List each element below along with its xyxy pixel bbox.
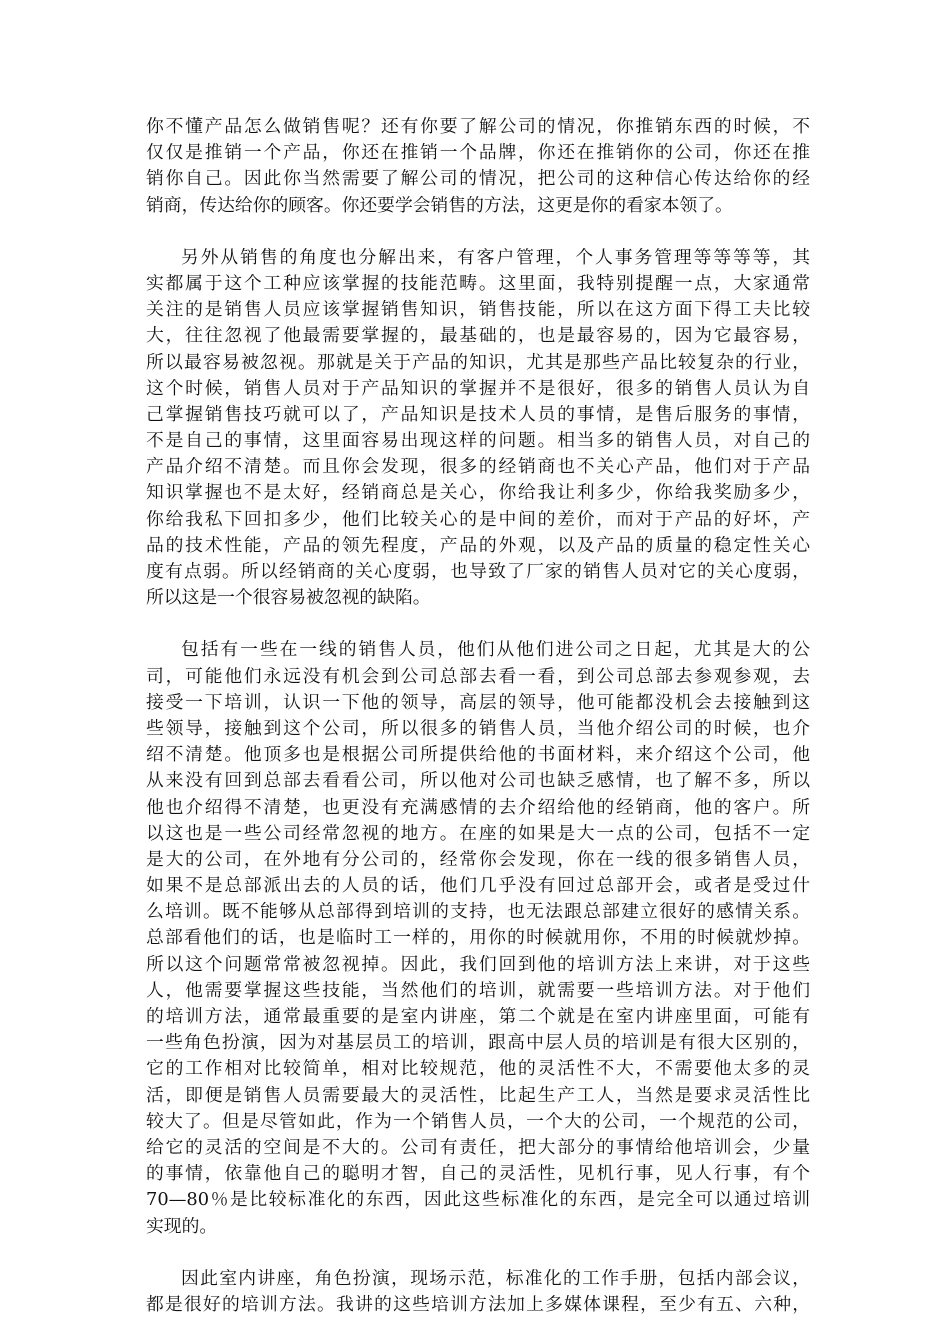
text-line: 一些角色扮演，因为对基层员工的培训，跟高中层人员的培训是有很大区别的， (146, 1032, 810, 1054)
text-line: 关注的是销售人员应该掌握销售知识，销售技能，所以在这方面下得工夫比较 (146, 299, 810, 321)
text-line: 的事情，依靠他自己的聪明才智，自己的灵活性，见机行事，见人行事，有个 (146, 1163, 810, 1185)
text-line: 的培训方法，通常最重要的是室内讲座，第二个就是在室内讲座里面，可能有 (146, 1006, 810, 1027)
paragraph-3 (146, 637, 810, 1239)
text-line: 他也介绍得不清楚，也更没有充满感情的去介绍给他的经销商，他的客户。所 (146, 796, 810, 818)
text-line: 给它的灵活的空间是不大的。公司有责任，把大部分的事情给他培训会，少量 (146, 1136, 810, 1158)
text-line: 所以这是一个很容易被忽视的缺陷。 (146, 587, 431, 609)
text-line: 接受一下培训，认识一下他的领导，高层的领导，他可能都没机会去接触到这 (146, 691, 810, 713)
text-line: 仅仅是推销一个产品，你还在推销一个品牌，你还在推销你的公司，你还在推 (146, 142, 810, 164)
text-line: 司，可能他们永远没有机会到公司总部去看一看，到公司总部去参观参观，去 (146, 665, 810, 687)
text-line: 如果不是总部派出去的人员的话，他们几乎没有回过总部开会，或者是受过什 (146, 875, 810, 897)
text-line: 知识掌握也不是太好，经销商总是关心，你给我让利多少，你给我奖励多少， (146, 482, 810, 504)
text-line: 因此室内讲座，角色扮演，现场示范，标准化的工作手册，包括内部会议， (181, 1267, 810, 1289)
text-line: 总部看他们的话，也是临时工一样的，用你的时候就用你，不用的时候就炒掉。 (146, 927, 810, 949)
text-line: 度有点弱。所以经销商的关心度弱，也导致了厂家的销售人员对它的关心度弱， (146, 561, 810, 582)
text-line: 实现的。 (146, 1215, 218, 1237)
text-line: 它的工作相对比较简单，相对比较规范，他的灵活性不大，不需要他太多的灵 (146, 1058, 810, 1080)
text-line: 大，往往忽视了他最需要掌握的，最基础的，也是最容易的，因为它最容易， (146, 325, 810, 347)
text-line: 实都属于这个工种应该掌握的技能范畴。这里面，我特别提醒一点，大家通常 (146, 272, 810, 294)
text-line: 不是自己的事情，这里面容易出现这样的问题。相当多的销售人员，对自己的 (146, 430, 810, 452)
text-line: 产品介绍不清楚。而且你会发现，很多的经销商也不关心产品，他们对于产品 (146, 456, 810, 478)
text-line: 你不懂产品怎么做销售呢？还有你要了解公司的情况，你推销东西的时候，不 (146, 116, 810, 137)
text-line: 以这也是一些公司经常忽视的地方。在座的如果是大一点的公司，包括不一定 (146, 822, 810, 844)
text-line: 都是很好的培训方法。我讲的这些培训方法加上多媒体课程，至少有五、六种， (146, 1293, 810, 1315)
paragraph-4 (146, 1266, 810, 1318)
text-line: 你给我私下回扣多少，他们比较关心的是中间的差价，而对于产品的好坏，产 (146, 508, 810, 530)
text-line: 所以这个问题常常被忽视掉。因此，我们回到他的培训方法上来讲，对于这些 (146, 953, 810, 975)
document-body (146, 114, 810, 1318)
text-line: 这个时候，销售人员对于产品知识的掌握并不是很好，很多的销售人员认为自 (146, 377, 810, 399)
text-line: 些领导，接触到这个公司，所以很多的销售人员，当他介绍公司的时候，也介 (146, 717, 810, 739)
text-line: 己掌握销售技巧就可以了，产品知识是技术人员的事情，是售后服务的事情， (146, 403, 810, 425)
text-line: 活，即便是销售人员需要最大的灵活性，比起生产工人，当然是要求灵活性比 (146, 1084, 810, 1106)
text-line: 70—80％是比较标准化的东西，因此这些标准化的东西，是完全可以通过培训 (146, 1189, 810, 1211)
text-line: 销你自己。因此你当然需要了解公司的情况，把公司的这种信心传达给你的经 (146, 168, 810, 190)
text-line: 另外从销售的角度也分解出来，有客户管理，个人事务管理等等等等，其 (181, 246, 810, 268)
text-line: 品的技术性能，产品的领先程度，产品的外观，以及产品的质量的稳定性关心 (146, 534, 810, 556)
text-line: 人，他需要掌握这些技能，当然他们的培训，就需要一些培训方法。对于他们 (146, 979, 810, 1001)
paragraph-1 (146, 114, 810, 219)
paragraph-2 (146, 245, 810, 612)
text-line: 包括有一些在一线的销售人员，他们从他们进公司之日起，尤其是大的公 (181, 639, 810, 661)
text-line: 么培训。既不能够从总部得到培训的支持，也无法跟总部建立很好的感情关系。 (146, 901, 810, 923)
text-line: 销商，传达给你的顾客。你还要学会销售的方法，这更是你的看家本领了。 (146, 194, 733, 216)
text-line: 所以最容易被忽视。那就是关于产品的知识，尤其是那些产品比较复杂的行业， (146, 351, 810, 373)
text-line: 是大的公司，在外地有分公司的，经常你会发现，你在一线的很多销售人员， (146, 848, 810, 870)
text-line: 较大了。但是尽管如此，作为一个销售人员，一个大的公司，一个规范的公司， (146, 1110, 810, 1132)
text-line: 从来没有回到总部去看看公司，所以他对公司也缺乏感情，也了解不多，所以 (146, 770, 810, 792)
text-line: 绍不清楚。他顶多也是根据公司所提供给他的书面材料，来介绍这个公司，他 (146, 744, 810, 766)
